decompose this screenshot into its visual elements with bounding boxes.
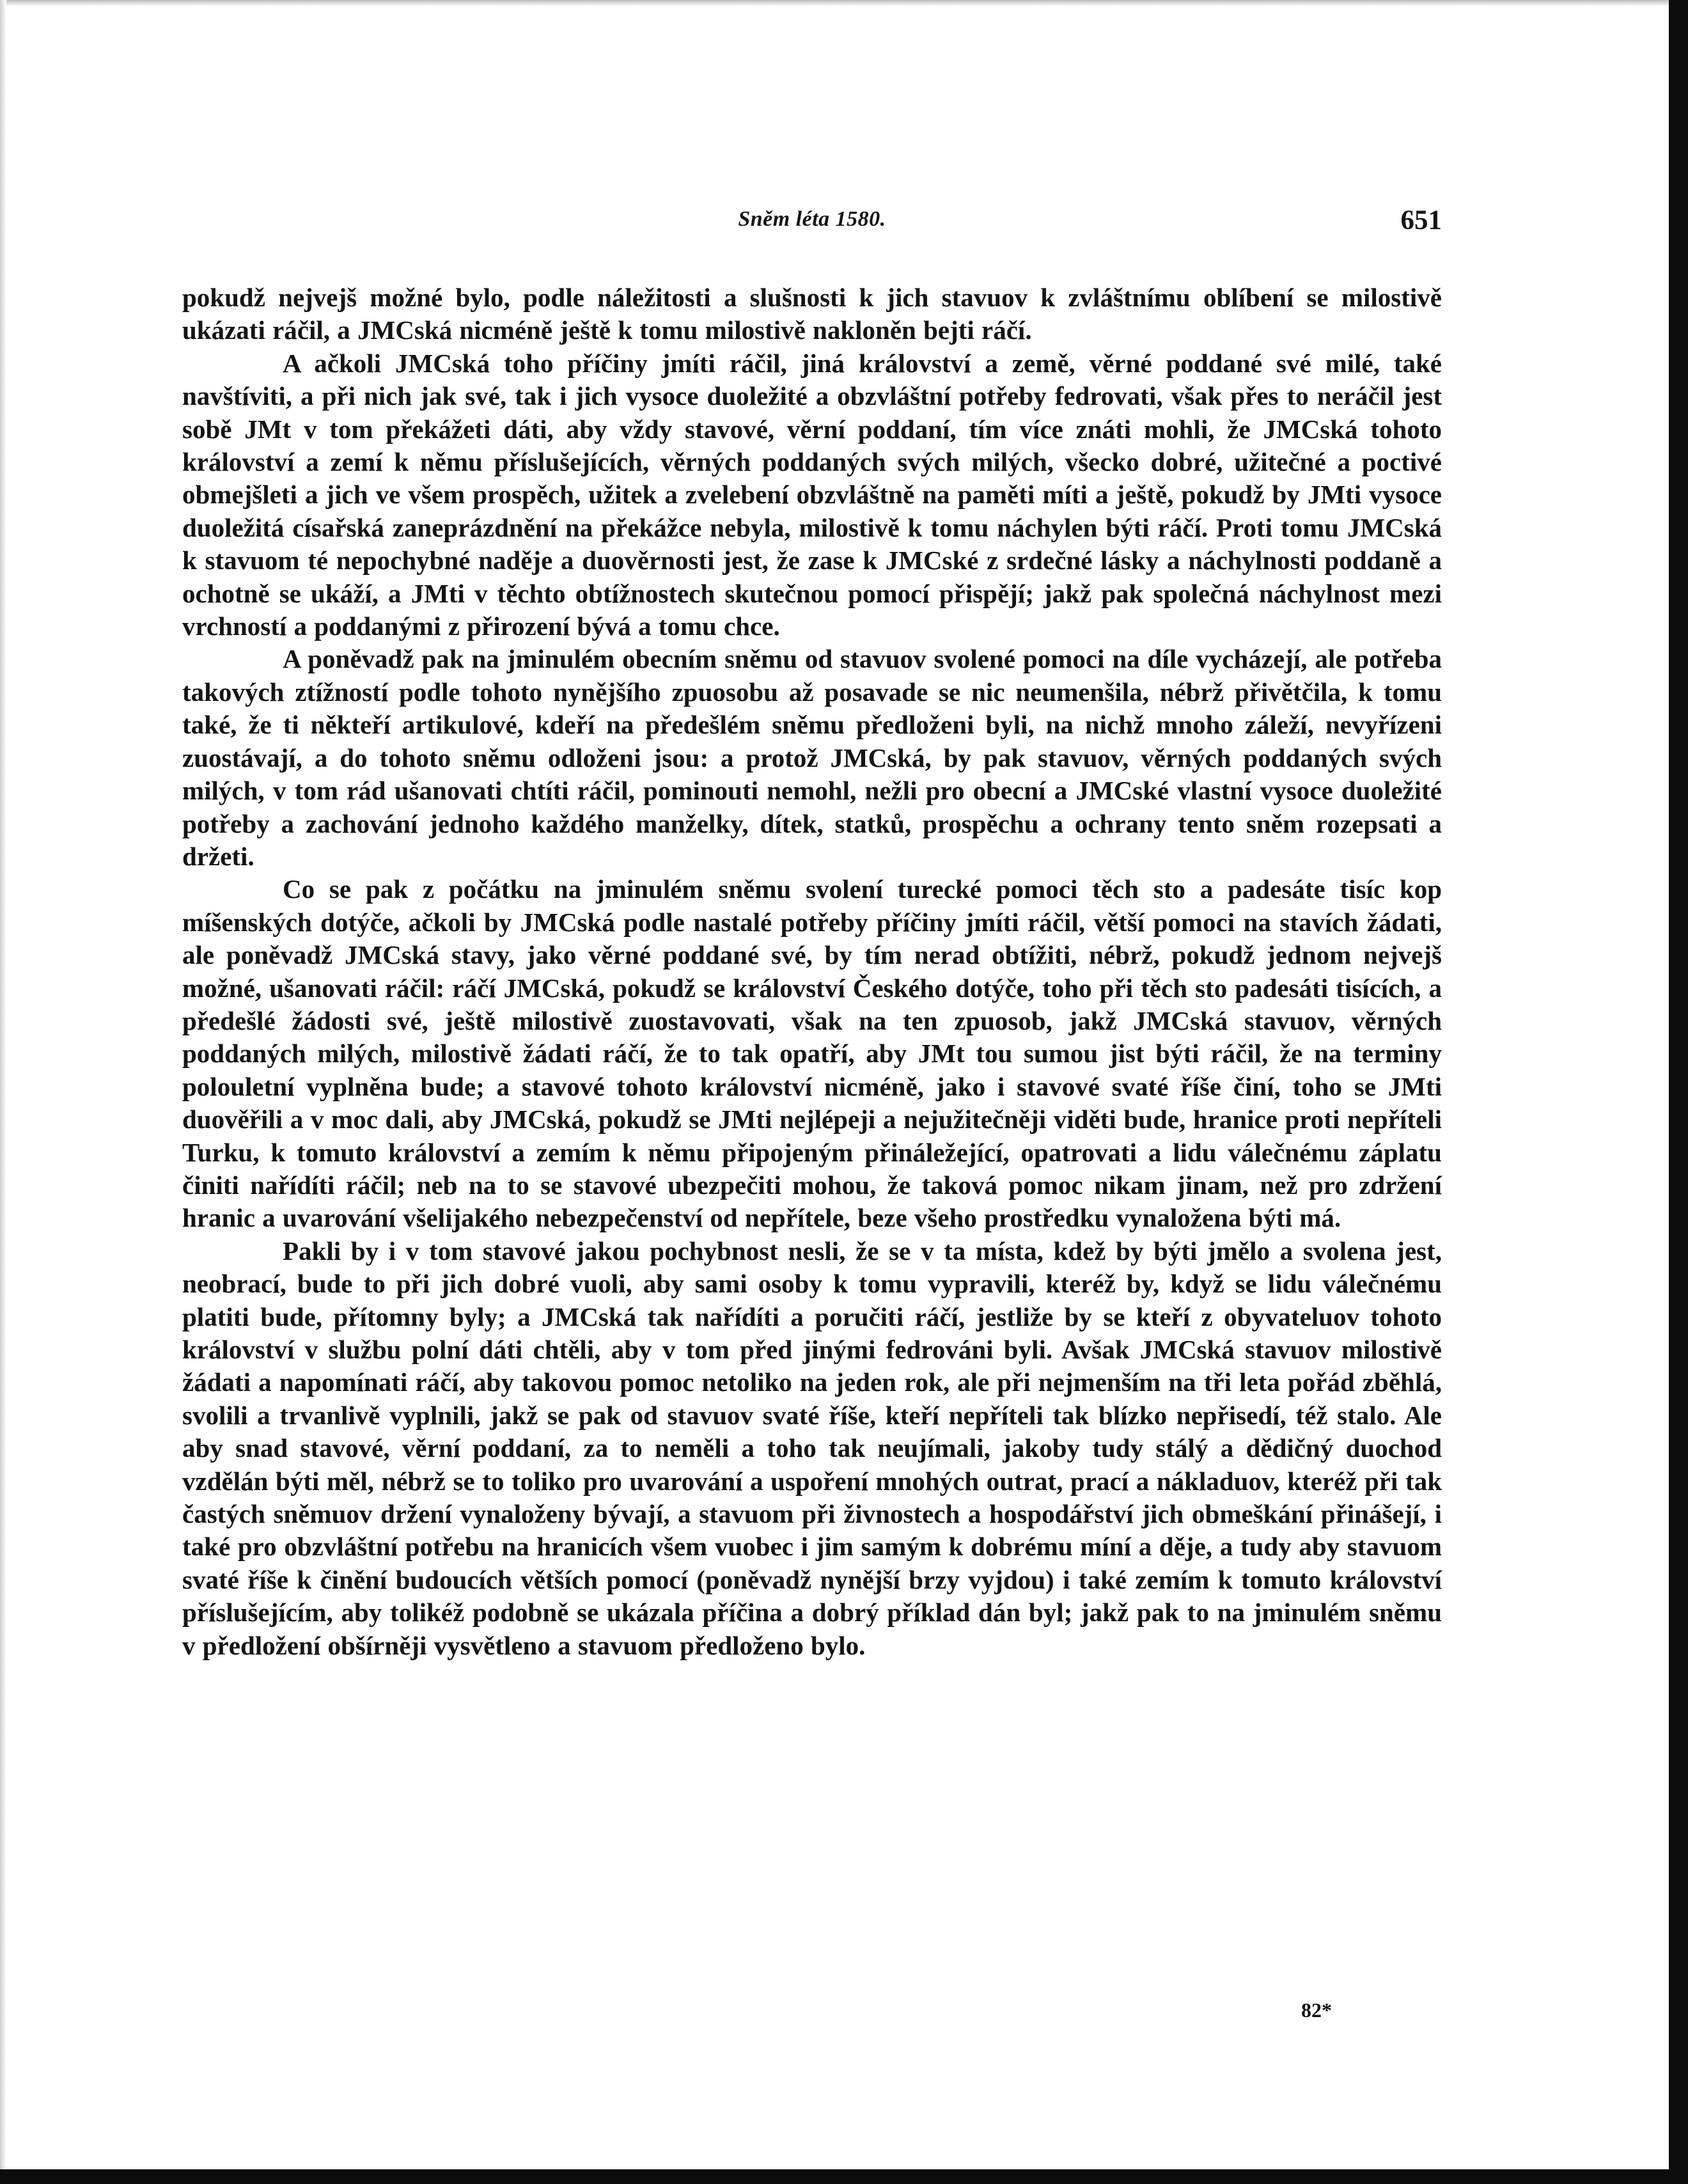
signature-mark: 82* — [1301, 1999, 1332, 2022]
running-title: Sněm léta 1580. — [738, 207, 886, 231]
paragraph: Pakli by i v tom stavové jakou pochybnost nesli, že se v ta místa, kdež by býti jmělo a svolena jest, neobrací, bude to při jich dobré vuoli, aby sami osoby k tomu vypravili, kteréž by, když se lidu válečnému platiti bude, přítomny byly; a JMCská tak nařídíti a poručiti ráčí, jestliže by se kteří z obyvateluov tohoto království v službu polní dáti chtěli, aby v tom před jinými fedrováni byli. Avšak JMCská stavuov milostivě žádati a napomínati ráčí, aby takovou pomoc netoliko na jeden rok, ale při nejmenším na tři leta pořád zběhlá, svolili a trvanlivě vyplnili, jakž se pak od stavuov svaté říše, kteří nepříteli tak blízko nepřisedí, též stalo. Ale aby snad stavové, věrní poddaní, za to neměli a toho tak neujímali, jakoby tudy stálý a dědičný duochod vzdělán býti měl, nébrž se to toliko pro uvarování a uspoření mnohých outrat, prací a nákladuov, kteréž při tak častých sněmuov držení vynaloženy bývají, a stavuom při živnostech a hospodářství jich obmeškání přinášejí, i také pro obzvláštní potřebu na hranicích všem vuobec i jim samým k dobrému míní a děje, a tudy aby stavuom svaté říše k činění budoucích větších pomocí (poněvadž nynější brzy vyjdou) i také zemím k tomuto království příslušejícím, aby tolikéž podobně se ukázala příčina a dobrý příklad dán byl; jakž pak to na jminulém sněmu v předložení obšírněji vysvětleno a stavuom předloženo bylo. — [182, 1236, 1442, 1660]
page-content — [182, 205, 1442, 2022]
paragraph: A poněvadž pak na jminulém obecním sněmu od stavuov svolené pomoci na díle vycházejí, ale potřeba takových ztížností podle tohoto nynějšího zpuosobu až posavade se nic neumenšila, nébrž přivětčila, k tomu také, že ti někteří artikulové, kdeří na předešlém sněmu předloženi byli, na nichž mnoho záleží, nevyřízeni zuostávají, a do tohoto sněmu odloženi jsou: a protož JMCská, by pak stavuov, věrných poddaných svých milých, v tom rád ušanovati chtíti ráčil, pominouti nemohl, nežli pro obecní a JMCské vlastní vysoce duoležité potřeby a zachování jednoho každého manželky, dítek, statků, prospěchu a ochrany tento sněm rozepsati a držeti. — [182, 644, 1442, 871]
body-text — [182, 281, 1442, 1662]
scan-border-bottom — [0, 2169, 1688, 2184]
paragraph-continuation: pokudž nejvejš možné bylo, podle náležitosti a slušnosti k jich stavuov k zvláštnímu oblíbení se milostivě ukázati ráčil, a JMCská nicméně ještě k tomu milostivě nakloněn bejti ráčí. — [182, 283, 1442, 345]
scan-border-left — [0, 0, 6, 2169]
paragraph: A ačkoli JMCská toho příčiny jmíti ráčil, jiná království a země, věrné poddané své milé, také navštíviti, a při nich jak své, tak i jich vysoce duoležité a obzvláštní potřeby fedrovati, však přes to neráčil jest sobě JMt v tom překážeti dáti, aby vždy stavové, věrní poddaní, tím více znáti mohli, že JMCská tohoto království a zemí k němu příslušejících, věrných poddaných svých milých, všecko dobré, užitečné a poctivé obmejšleti a jich ve všem prospěch, užitek a zvelebení obzvláštně na paměti míti a ještě, pokudž by JMti vysoce duoležitá císařská zaneprázdnění na překážce nebyla, milostivě k tomu náchylen býti ráčí. Proti tomu JMCská k stavuom té nepochybné naděje a duověrnosti jest, že zase k JMCské z srdečné lásky a náchylnosti poddaně a ochotně se ukáží, a JMti v těchto obtížnostech skutečnou pomocí přispějí; jakž pak společná náchylnost mezi vrchností a poddanými z přirození bývá a tomu chce. — [182, 348, 1442, 641]
page-header — [182, 205, 1442, 249]
scan-border-top — [0, 0, 1688, 6]
paragraph: Co se pak z počátku na jminulém sněmu svolení turecké pomoci těch sto a padesáte tisíc kop míšenských dotýče, ačkoli by JMCská podle nastalé potřeby příčiny jmíti ráčil, větší pomoci na stavích žádati, ale poněvadž JMCská stavy, jako věrné poddané své, by tím nerad obtížiti, nébrž, pokudž jednom nejvejš možné, ušanovati ráčil: ráčí JMCská, pokudž se království Českého dotýče, toho při těch sto padesáti tisících, a předešlé žádosti své, ještě milostivě zuostavovati, však na ten zpuosob, jakž JMCská stavuov, věrných poddaných milých, milostivě žádati ráčí, že to tak opatří, aby JMt tou sumou jist býti ráčil, že na terminy polouletní vyplněna bude; a stavové tohoto království nicméně, jako i stavové svaté říše činí, toho se JMti duověřili a v moc dali, aby JMCská, pokudž se JMti nejlépeji a nejužitečněji viděti bude, hranice proti nepříteli Turku, k tomuto království a zemím k němu připojeným přináležející, opatrovati a lidu válečnému záplatu činiti nařídíti ráčil; neb na to se stavové ubezpečiti mohou, že taková pomoc nikam jinam, než pro zdržení hranic a uvarování všelijakého nebezpečenství od nepřítele, beze všeho prostředku vynaložena býti má. — [182, 874, 1442, 1233]
page-number: 651 — [1400, 205, 1442, 235]
scan-border-right — [1669, 0, 1688, 2184]
